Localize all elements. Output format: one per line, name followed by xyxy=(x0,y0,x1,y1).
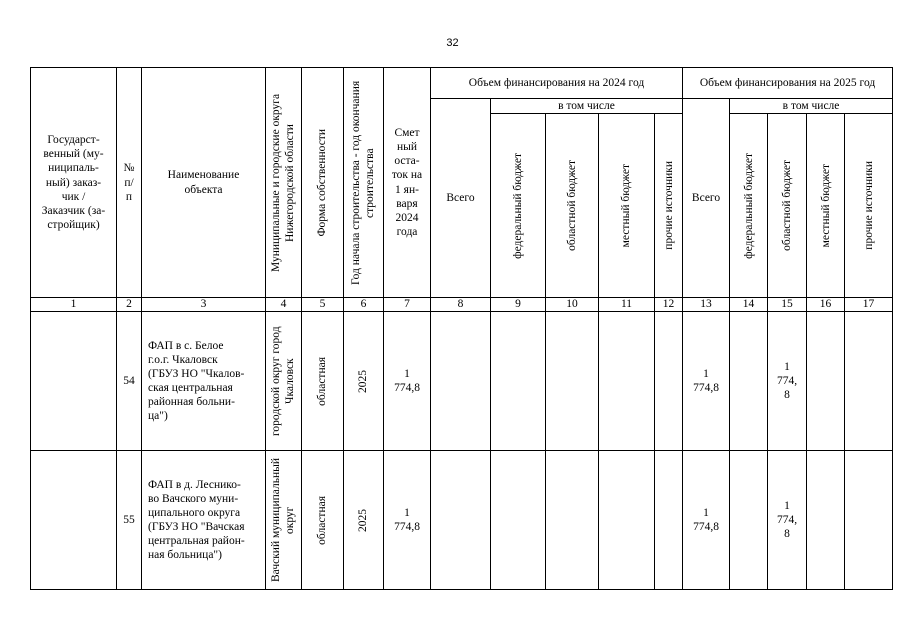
row-regional-2024 xyxy=(546,312,599,451)
header-municipal-cell xyxy=(266,68,302,298)
row-municipal-cell xyxy=(266,312,302,451)
header-customer: Государст- венный (му- ниципаль- ный) заказ- чик / Заказчик (за- стройщик) xyxy=(31,68,117,298)
column-number: 14 xyxy=(730,298,768,312)
row-ownership: областная xyxy=(316,495,329,545)
row-local-2024 xyxy=(599,451,655,590)
column-number: 8 xyxy=(431,298,491,312)
row-ownership: областная xyxy=(316,356,329,406)
header-object-name: Наименование объекта xyxy=(142,68,266,298)
header-federal-2024: федеральный бюджет xyxy=(511,152,524,259)
header-regional-2024: областной бюджет xyxy=(565,160,578,251)
column-number: 5 xyxy=(302,298,344,312)
row-federal-2025 xyxy=(730,451,768,590)
row-other-2024 xyxy=(655,312,683,451)
header-federal-2025: федеральный бюджет xyxy=(742,152,755,259)
header-years-cell xyxy=(344,68,384,298)
header-num: № п/ п xyxy=(117,68,142,298)
table-row xyxy=(31,451,893,590)
row-other-2024 xyxy=(655,451,683,590)
row-municipal: Вачский муниципальный округ xyxy=(270,458,297,583)
row-years: 2025 xyxy=(357,369,370,393)
header-total-2025: Всего xyxy=(683,99,730,298)
header-balance: Смет ный оста- ток на 1 ян- варя 2024 года xyxy=(384,68,431,298)
row-federal-2024 xyxy=(491,312,546,451)
row-total-2025: 1 774,8 xyxy=(683,312,730,451)
header-other-2024: прочие источники xyxy=(662,161,675,250)
header-ownership: Форма собственности xyxy=(316,128,329,237)
row-total-2025: 1 774,8 xyxy=(683,451,730,590)
row-municipal: городской округ город Чкаловск xyxy=(270,326,297,436)
row-num: 54 xyxy=(117,312,142,451)
column-number: 15 xyxy=(768,298,807,312)
row-years-cell xyxy=(344,312,384,451)
row-balance: 1 774,8 xyxy=(384,312,431,451)
header-regional-2025: областной бюджет xyxy=(781,160,793,251)
column-number: 11 xyxy=(599,298,655,312)
header-regional-2024-cell xyxy=(546,114,599,298)
header-other-2024-cell xyxy=(655,114,683,298)
column-number: 9 xyxy=(491,298,546,312)
column-number: 3 xyxy=(142,298,266,312)
header-ownership-cell xyxy=(302,68,344,298)
header-other-2025-cell xyxy=(845,114,893,298)
column-numbers-row xyxy=(31,298,893,312)
header-municipal: Муниципальные и городские округа Нижегородской области xyxy=(270,93,297,272)
column-number: 2 xyxy=(117,298,142,312)
row-ownership-cell xyxy=(302,312,344,451)
row-total-2024 xyxy=(431,451,491,590)
column-number: 12 xyxy=(655,298,683,312)
header-federal-2025-cell xyxy=(730,114,768,298)
row-federal-2024 xyxy=(491,451,546,590)
row-num: 55 xyxy=(117,451,142,590)
row-local-2025 xyxy=(807,312,845,451)
header-including-2024: в том числе xyxy=(491,99,683,114)
header-local-2024: местный бюджет xyxy=(620,163,633,248)
column-number: 4 xyxy=(266,298,302,312)
header-fin-2024: Объем финансирования на 2024 год xyxy=(431,68,683,99)
row-regional-2025: 1 774, 8 xyxy=(768,312,807,451)
row-customer xyxy=(31,451,117,590)
header-other-2025: прочие источники xyxy=(862,161,875,250)
row-other-2025 xyxy=(845,451,893,590)
table-row xyxy=(31,312,893,451)
row-balance: 1 774,8 xyxy=(384,451,431,590)
row-object-name: ФАП в с. Белое г.о.г. Чкаловск (ГБУЗ НО "Чкалов- ская центральная районная больни- ца") xyxy=(142,312,266,451)
row-municipal-cell xyxy=(266,451,302,590)
column-number: 7 xyxy=(384,298,431,312)
header-federal-2024-cell xyxy=(491,114,546,298)
header-local-2024-cell xyxy=(599,114,655,298)
row-years: 2025 xyxy=(357,508,370,532)
header-total-2024: Всего xyxy=(431,99,491,298)
header-local-2025: местный бюджет xyxy=(819,163,832,248)
header-row-1 xyxy=(31,68,893,99)
row-customer xyxy=(31,312,117,451)
row-total-2024 xyxy=(431,312,491,451)
header-regional-2025-cell xyxy=(768,114,807,298)
row-regional-2025: 1 774, 8 xyxy=(768,451,807,590)
row-object-name: ФАП в д. Леснико- во Вачского муни- ципального округа (ГБУЗ НО "Вачская центральная район- ная больница") xyxy=(142,451,266,590)
page-number: 32 xyxy=(446,37,459,49)
column-number: 16 xyxy=(807,298,845,312)
column-number: 1 xyxy=(31,298,117,312)
header-years: Год начала строительства - год окончания строительства xyxy=(350,80,377,285)
row-years-cell xyxy=(344,451,384,590)
row-other-2025 xyxy=(845,312,893,451)
financing-table xyxy=(30,67,893,590)
header-local-2025-cell xyxy=(807,114,845,298)
column-number: 13 xyxy=(683,298,730,312)
column-number: 10 xyxy=(546,298,599,312)
row-ownership-cell xyxy=(302,451,344,590)
row-regional-2024 xyxy=(546,451,599,590)
column-number: 17 xyxy=(845,298,893,312)
row-federal-2025 xyxy=(730,312,768,451)
header-including-2025: в том числе xyxy=(730,99,893,114)
row-local-2025 xyxy=(807,451,845,590)
column-number: 6 xyxy=(344,298,384,312)
header-fin-2025: Объем финансирования на 2025 год xyxy=(683,68,893,99)
row-local-2024 xyxy=(599,312,655,451)
